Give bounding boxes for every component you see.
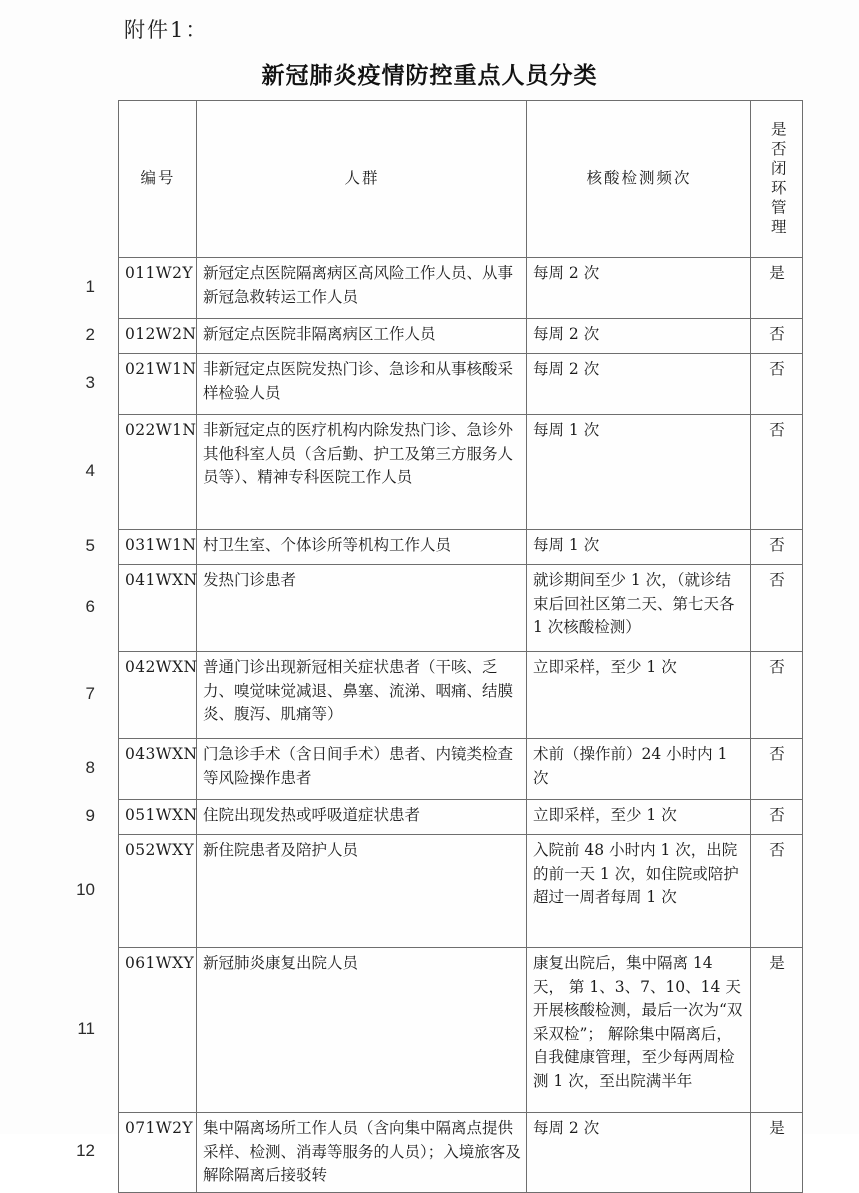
cell-closed-loop: 否	[751, 739, 803, 800]
cell-frequency: 每周 2 次	[527, 1113, 751, 1193]
table-row	[119, 530, 803, 565]
row-number-gutter	[0, 0, 118, 1160]
cell-closed-loop: 否	[751, 354, 803, 415]
row-number: 3	[85, 372, 95, 392]
cell-frequency: 每周 1 次	[527, 415, 751, 530]
cell-group: 发热门诊患者	[197, 565, 527, 652]
cell-group: 新冠定点医院非隔离病区工作人员	[197, 319, 527, 354]
cell-id: 041WXN	[119, 565, 197, 652]
row-number: 6	[85, 596, 95, 616]
table-row	[119, 800, 803, 835]
row-number: 8	[85, 757, 95, 777]
cell-closed-loop: 是	[751, 258, 803, 319]
table-row	[119, 354, 803, 415]
cell-frequency: 就诊期间至少 1 次，（就诊结束后回社区第二天、第七天各 1 次核酸检测）	[527, 565, 751, 652]
row-number: 11	[77, 1018, 95, 1038]
cell-id: 021W1N	[119, 354, 197, 415]
cell-frequency: 每周 2 次	[527, 258, 751, 319]
cell-closed-loop: 否	[751, 319, 803, 354]
cell-closed-loop: 否	[751, 565, 803, 652]
column-header-frequency	[527, 101, 751, 258]
cell-group: 住院出现发热或呼吸道症状患者	[197, 800, 527, 835]
cell-closed-loop: 否	[751, 530, 803, 565]
page-title: 新冠肺炎疫情防控重点人员分类	[261, 62, 598, 89]
table-row	[119, 1113, 803, 1193]
classification-table-wrapper	[118, 100, 802, 1193]
table-header-row	[119, 101, 803, 258]
row-number: 2	[85, 324, 95, 344]
cell-frequency: 康复出院后，集中隔离 14 天， 第 1、3、7、10、14 天开展核酸检测，最后一次为“双采双检”； 解除集中隔离后，自我健康管理，至少每两周检测 1 次，至出院满半年	[527, 948, 751, 1113]
cell-frequency: 每周 2 次	[527, 319, 751, 354]
cell-id: 052WXY	[119, 835, 197, 948]
cell-id: 022W1N	[119, 415, 197, 530]
table-row	[119, 835, 803, 948]
row-number: 10	[76, 879, 95, 899]
cell-closed-loop: 是	[751, 1113, 803, 1193]
cell-closed-loop: 否	[751, 835, 803, 948]
column-header-closed-loop-label: 是否闭环管理	[768, 120, 787, 238]
column-header-id-label: 编号	[140, 169, 176, 188]
row-number: 4	[85, 460, 95, 480]
row-number: 7	[85, 683, 95, 703]
cell-group: 非新冠定点的医疗机构内除发热门诊、急诊外其他科室人员（含后勤、护工及第三方服务人员等）、精神专科医院工作人员	[197, 415, 527, 530]
cell-id: 011W2Y	[119, 258, 197, 319]
cell-frequency: 入院前 48 小时内 1 次，出院的前一天 1 次，如住院或陪护超过一周者每周 1 次	[527, 835, 751, 948]
cell-group: 非新冠定点医院发热门诊、急诊和从事核酸采样检验人员	[197, 354, 527, 415]
column-header-frequency-label: 核酸检测频次	[586, 169, 692, 188]
row-number: 9	[85, 805, 95, 825]
cell-closed-loop: 否	[751, 415, 803, 530]
table-row	[119, 739, 803, 800]
cell-group: 集中隔离场所工作人员（含向集中隔离点提供采样、检测、消毒等服务的人员）；入境旅客及解除隔离后接驳转	[197, 1113, 527, 1193]
cell-group: 新住院患者及陪护人员	[197, 835, 527, 948]
cell-id: 051WXN	[119, 800, 197, 835]
cell-id: 061WXY	[119, 948, 197, 1113]
table-row	[119, 652, 803, 739]
column-header-closed-loop	[751, 101, 803, 258]
attachment-label: 附件1：	[124, 18, 209, 42]
cell-closed-loop: 否	[751, 800, 803, 835]
cell-closed-loop: 是	[751, 948, 803, 1113]
table-row	[119, 319, 803, 354]
cell-group: 门急诊手术（含日间手术）患者、内镜类检查等风险操作患者	[197, 739, 527, 800]
cell-group: 村卫生室、个体诊所等机构工作人员	[197, 530, 527, 565]
cell-id: 012W2N	[119, 319, 197, 354]
cell-frequency: 立即采样，至少 1 次	[527, 652, 751, 739]
cell-group: 新冠定点医院隔离病区高风险工作人员、从事新冠急救转运工作人员	[197, 258, 527, 319]
table-row	[119, 948, 803, 1113]
cell-id: 043WXN	[119, 739, 197, 800]
table-row	[119, 565, 803, 652]
column-header-id	[119, 101, 197, 258]
cell-id: 042WXN	[119, 652, 197, 739]
row-number: 12	[76, 1141, 95, 1160]
cell-frequency: 立即采样，至少 1 次	[527, 800, 751, 835]
table-row	[119, 415, 803, 530]
row-number: 5	[85, 535, 95, 555]
cell-frequency: 每周 1 次	[527, 530, 751, 565]
table-row	[119, 258, 803, 319]
cell-closed-loop: 否	[751, 652, 803, 739]
cell-frequency: 每周 2 次	[527, 354, 751, 415]
cell-id: 071W2Y	[119, 1113, 197, 1193]
column-header-group	[197, 101, 527, 258]
cell-group: 普通门诊出现新冠相关症状患者（干咳、乏力、嗅觉味觉减退、鼻塞、流涕、咽痛、结膜炎、腹泻、肌痛等）	[197, 652, 527, 739]
cell-id: 031W1N	[119, 530, 197, 565]
classification-table	[118, 100, 803, 1193]
column-header-group-label: 人群	[344, 169, 380, 188]
row-number: 1	[85, 276, 95, 296]
cell-frequency: 术前（操作前）24 小时内 1 次	[527, 739, 751, 800]
cell-group: 新冠肺炎康复出院人员	[197, 948, 527, 1113]
